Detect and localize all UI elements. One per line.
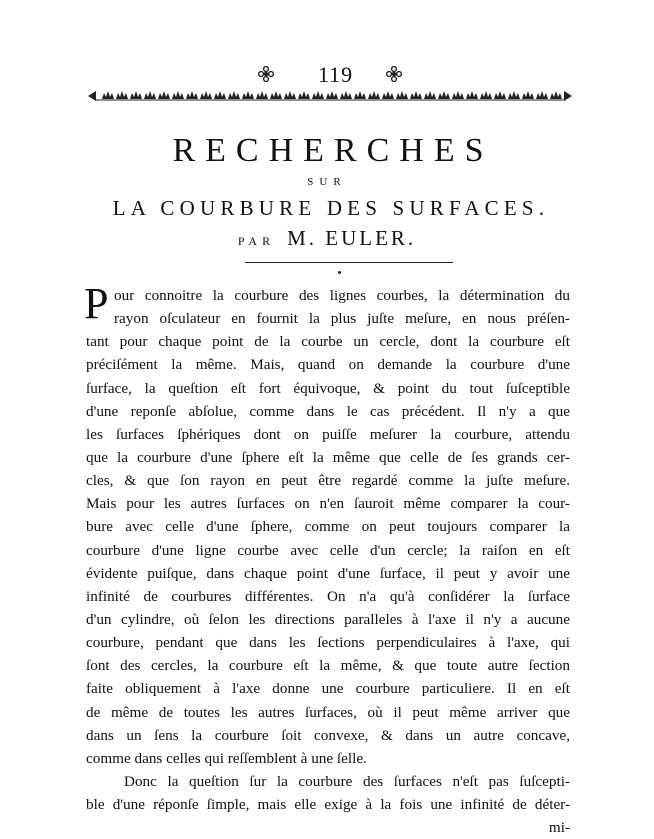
text-line: d'une reponſe abſolue, comme dans le cas précédent. Il n'y a que	[86, 402, 570, 420]
separator-dot	[338, 271, 341, 274]
text-line: rayon oſculateur en fournit la plus juſte meſure, en nous préſen-	[114, 310, 570, 328]
text-line: faite obliquement à l'axe donne une courbure particuliere. Il en eſt	[86, 680, 570, 698]
text-line: tant pour chaque point de la courbe un cercle, dont la courbure eſt	[86, 333, 570, 351]
ornamental-rule	[86, 88, 574, 104]
text-line: courbure, pendant que dans les ſections perpendiculaires à l'axe, qui	[86, 634, 570, 652]
text-line: Donc la queſtion ſur la courbure des ſurfaces n'eſt pas ſuſcepti-	[124, 772, 570, 790]
article-subtitle: LA COURBURE DES SURFACES.	[112, 196, 550, 220]
text-line: dans un ſens la courbure ſoit convexe, & dans un autre concave,	[86, 726, 570, 744]
text-line: mi-	[548, 819, 570, 837]
text-line: bure avec celle d'une ſphere, comme on peut toujours comparer la	[86, 518, 570, 536]
page-header	[0, 58, 654, 98]
text-line: Mais pour les autres ſurfaces on n'en ſauroit même comparer la cour-	[86, 495, 570, 513]
text-line: ſont des cercles, la courbure eſt la même, & que toute autre ſection	[86, 657, 570, 675]
byline	[0, 226, 654, 251]
text-line: comme dans celles qui reſſemblent à une ſelle.	[86, 749, 367, 767]
text-line: infinité de courbures différentes. On n'a qu'à conſidérer la ſurface	[86, 587, 570, 605]
text-line: de même de toutes les autres ſurfaces, où il peut même arriver que	[86, 703, 570, 721]
text-line: ſurface, la queſtion eſt fort équivoque, & point du tout ſuſceptible	[86, 379, 570, 397]
title-connector: SUR	[307, 176, 347, 188]
fleuron-icon	[258, 66, 274, 82]
title-separator	[245, 262, 453, 263]
text-line: les ſurfaces ſphériques dont on puiſſe meſurer la courbure, attendu	[86, 425, 570, 443]
article-title: RECHERCHES	[172, 132, 494, 169]
fleuron-icon	[386, 66, 402, 82]
text-line: courbure d'une ligne courbe avec celle d'un cercle; la raiſon en eſt	[86, 541, 570, 559]
text-line: préciſément la même. Mais, quand on demande la courbure d'une	[86, 356, 570, 374]
text-line: our connoitre la courbure des lignes courbes, la détermination du	[114, 287, 570, 304]
body-text	[84, 279, 570, 839]
text-line: ble d'une réponſe ſimple, mais elle exige à la fois une infinité de déter-	[86, 796, 570, 814]
text-line: évidente puiſque, dans chaque point d'une ſurface, il peut y avoir une	[86, 564, 570, 582]
text-line: cles, & que ſon rayon en peut être regardé comme la juſte meſure.	[86, 472, 570, 490]
text-line: d'un cylindre, où ſelon les directions paralleles à l'axe il n'y a aucune	[86, 610, 570, 628]
drop-cap: P	[84, 279, 109, 328]
byline-par: PAR	[237, 234, 276, 248]
author-name: M. EULER.	[287, 226, 417, 250]
page-number: 119	[318, 62, 354, 87]
text-line: que la courbure d'une ſphere eſt la même que celle de ſes grands cer-	[86, 448, 570, 466]
